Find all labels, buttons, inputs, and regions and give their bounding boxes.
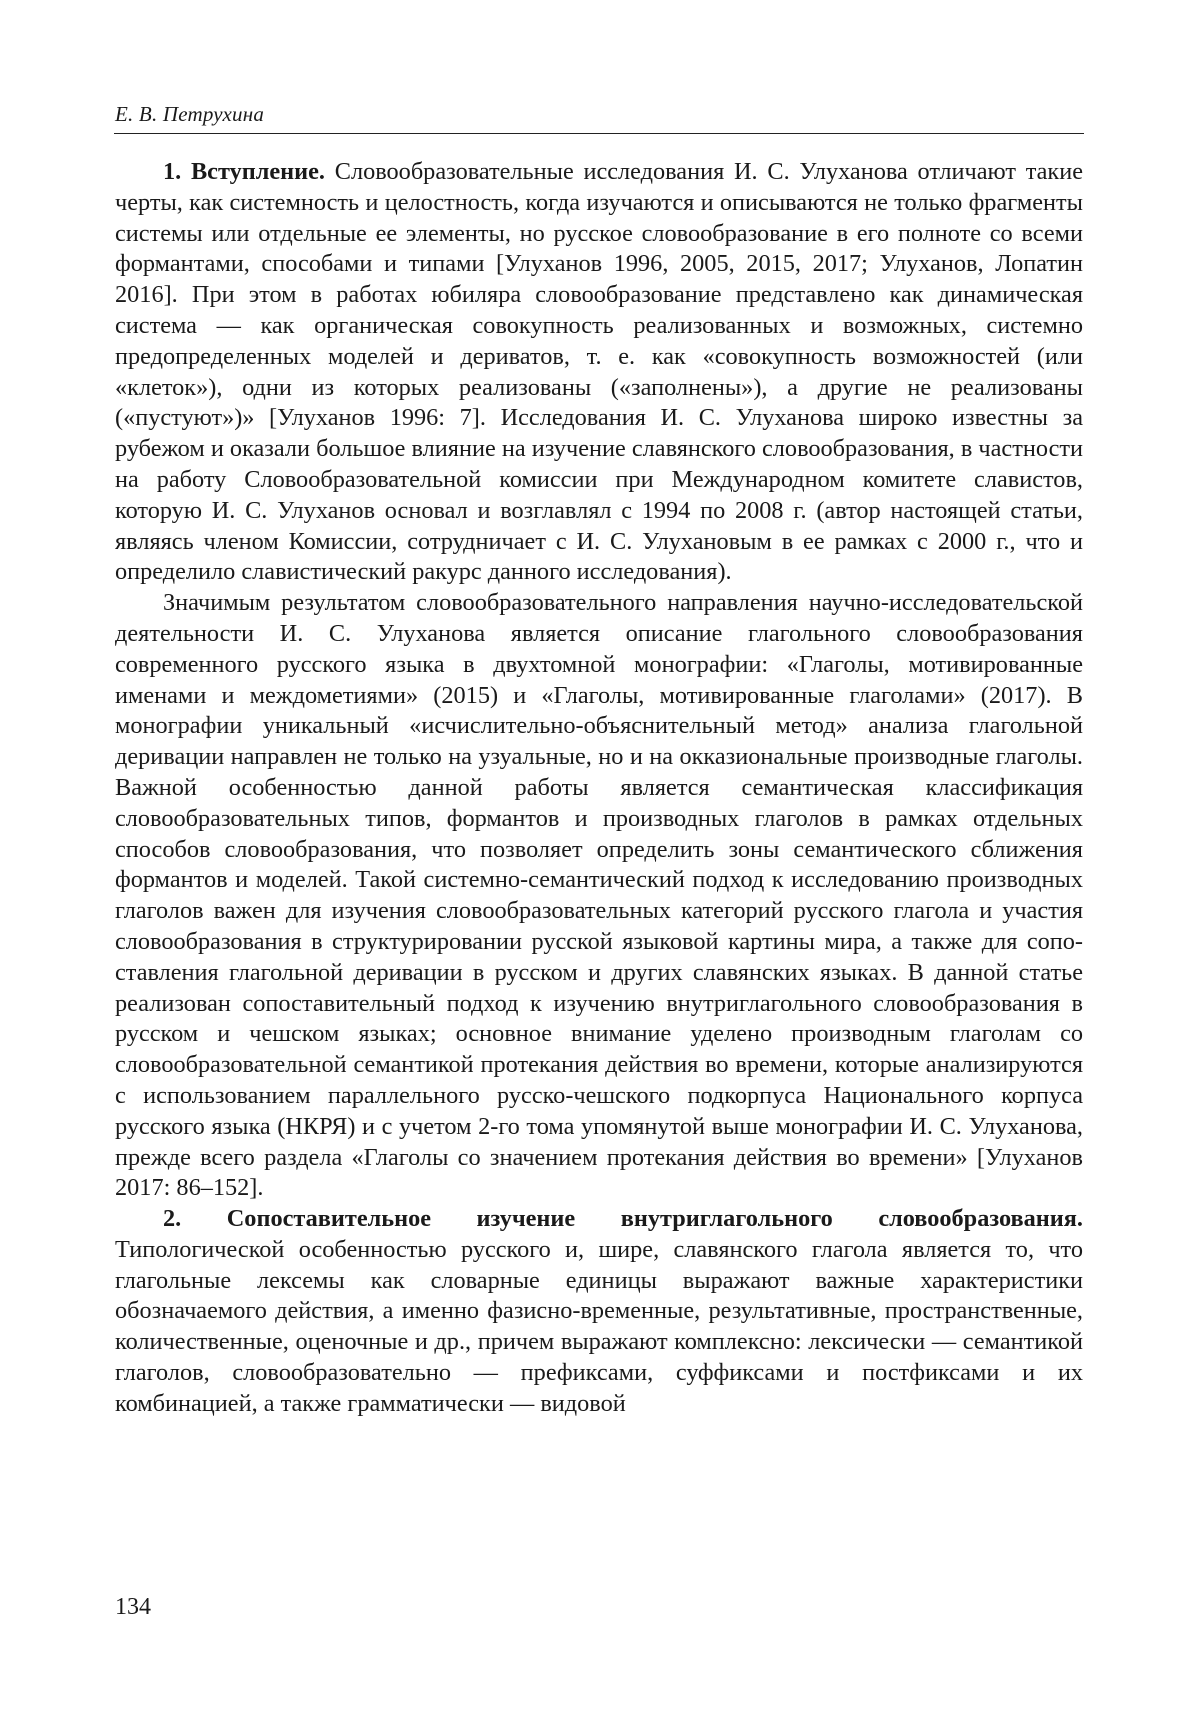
paragraph-introduction bbox=[115, 157, 1083, 588]
paragraph-text: Словообразовательные исследования И. С. Улуханова отличают такие черты, как системность и целостность, когда изучаются и описываются не только фрагменты системы или отдельные ее элементы, но русское словообразование в его полноте со всеми формантами, способами и типами [Улуханов 1996, 2005, 2015, 2017; Улуханов, Лопатин 2016]. При этом в работах юбиляра словообразование представлено как динамическая система — как органическая совокупность реализованных и возможных, системно предопределенных моделей и дериватов, т. е. как «совокупность возможностей (или «клеток»), одни из которых реализованы («заполнены»), а другие не реализованы («пустуют»)» [Улуханов 1996: 7]. Исследования И. С. Улуханова широко известны за рубежом и оказали большое влияние на изучение славянского словообразования, в частности на работу Словообразовательной комиссии при Международном комитете славистов, которую И. С. Улуханов основал и возглавлял с 1994 по 2008 г. (автор настоящей статьи, являясь членом Комиссии, сотрудничает с И. С. Улухановым в ее рамках с 2000 г., что и определило славистический ракурс данного исследования). bbox=[115, 158, 1083, 586]
header-rule bbox=[114, 133, 1084, 134]
paragraph-monograph bbox=[115, 588, 1083, 1204]
running-head: Е. В. Петрухина bbox=[115, 102, 265, 126]
section-heading-1: 1. Вступление. bbox=[163, 158, 325, 185]
paragraph-comparative-study bbox=[115, 1204, 1083, 1420]
main-text bbox=[115, 157, 1083, 1420]
section-heading-2: 2. Сопоставительное изучение внутриглагольного словообразования. bbox=[163, 1205, 1083, 1233]
paragraph-text: Типологической особенностью русского и, шире, славянского глагола является то, что глагольные лексемы как словарные единицы выражают важные характеристики обозначаемого действия, а именно фазисно-временные, результативные, пространственные, количественные, оценочные и др., причем выражают комплексно: лексически — семантикой глаголов, словообразовательно — префиксами, суффиксами и постфиксами и их комбинацией, а также грамматически — видовой bbox=[115, 1235, 1083, 1417]
paragraph-text: Значимым результатом словообразовательного направления научно-исследовательской деятельности И. С. Улуханова является описание глагольного словообразования современного русского языка в двухтомной монографии: «Глаголы, мотивированные именами и междометиями» (2015) и «Глаголы, мотивированные глаголами» (2017). В монографии уникальный «исчислительно-объяснительный метод» анализа глагольной деривации направлен не только на узуальные, но и на окказиональные производные глаголы. Важной особенностью данной работы является семантическая классификация словообразовательных типов, формантов и производных глаголов в рамках отдельных способов словообразования, что позволяет определить зоны семантического сближения формантов и моделей. Такой системно-семантический подход к исследованию производных глаголов важен для изучения словообразовательных категорий русского глагола и участия словообразования в структурировании русской языковой картины мира, а также для сопоставления глагольной деривации в русском и других славянских языках. В данной статье реализован сопоставительный подход к изучению внутриглагольного словообразования в русском и чешском языках; основное внимание уделено производным глаголам со словообразовательной семантикой протекания действия во времени, которые анализируются с использованием параллельного русско-чешского подкорпуса Национального корпуса русского языка (НКРЯ) и с учетом 2-го тома упомянутой выше монографии И. С. Улуханова, прежде всего раздела «Глаголы со значением протекания действия во времени» [Улуханов 2017: 86–152]. bbox=[115, 589, 1083, 1202]
page-number: 134 bbox=[115, 1594, 151, 1620]
